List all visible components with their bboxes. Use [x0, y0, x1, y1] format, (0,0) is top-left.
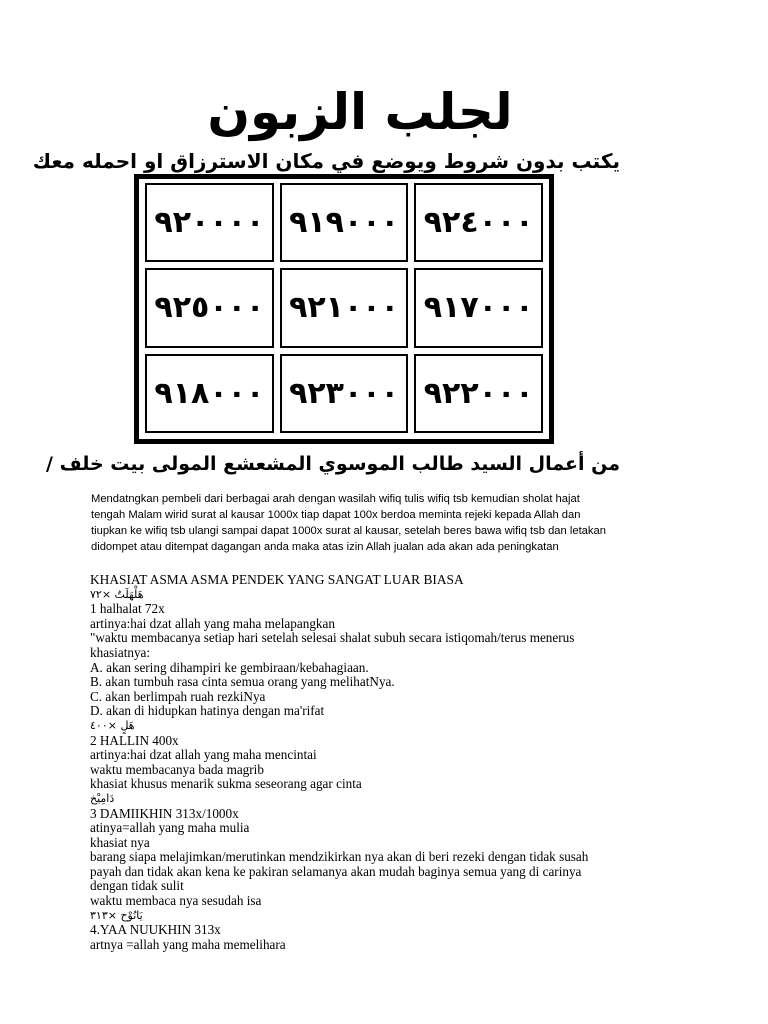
wifiq-grid-frame — [134, 174, 554, 444]
body-line: khasiat khusus menarik sukma seseorang agar cinta — [90, 776, 362, 792]
body-line: "waktu membacanya setiap hari setelah selesai shalat subuh secara istiqomah/terus menerus — [90, 630, 575, 646]
figure-subtitle: يكتب بدون شروط ويوضع في مكان الاسترزاق او احمله معك — [32, 149, 620, 173]
paragraph-line: tiupkan ke wifiq tsb ulangi sampai dapat 1000x surat al kausar, setelah beres bawa wifiq tsb dan letakan — [91, 525, 606, 537]
body-line: dengan tidak sulit — [90, 878, 184, 894]
paragraph-line: Mendatngkan pembeli dari berbagai arah dengan wasilah wifiq tulis wifiq tsb kemudian sholat hajat — [91, 493, 580, 505]
body-line: waktu membacanya bada magrib — [90, 761, 264, 777]
wifiq-grid — [145, 183, 543, 433]
body-line: 4.YAA NUUKHIN 313x — [90, 922, 221, 938]
grid-cell: ٩١٧٠٠٠ — [414, 268, 543, 347]
body-line: C. akan berlimpah ruah rezkiNya — [90, 688, 266, 704]
arabic-line: هَلْهَلَتٌ ×٧٢ — [90, 587, 144, 601]
body-line: B. akan tumbuh rasa cinta semua orang yang melihatNya. — [90, 674, 395, 690]
body-line: D. akan di hidupkan hatinya dengan ma'rifat — [90, 703, 325, 719]
section-heading: KHASIAT ASMA ASMA PENDEK YANG SANGAT LUAR BIASA — [90, 572, 464, 587]
grid-cell: ٩٢٢٠٠٠ — [414, 354, 543, 433]
grid-cell: ٩٢٥٠٠٠ — [145, 268, 274, 347]
figure-footer: من أعمال السيد طالب الموسوي المشعشع المولى بيت خلف / — [46, 453, 620, 475]
grid-cell: ٩١٨٠٠٠ — [145, 354, 274, 433]
arabic-line: هَلٍ ×٤٠٠ — [90, 718, 135, 732]
body-line: 1 halhalat 72x — [90, 601, 165, 617]
arabic-line: يَانُوْح ×٣١٣ — [90, 908, 143, 922]
body-line: waktu membaca nya sesudah isa — [90, 893, 262, 909]
asma-section — [90, 573, 710, 952]
grid-cell: ٩١٩٠٠٠ — [280, 183, 409, 262]
paragraph-line: didompet atau ditempat dagangan anda maka atas izin Allah jualan ada akan ada peningkatan — [91, 541, 559, 553]
wifiq-figure — [32, 80, 620, 480]
body-line: artinya:hai dzat allah yang maha melapangkan — [90, 615, 335, 631]
grid-cell: ٩٢٠٠٠٠ — [145, 183, 274, 262]
body-line: 3 DAMIIKHIN 313x/1000x — [90, 805, 239, 821]
body-line: 2 HALLIN 400x — [90, 732, 179, 748]
arabic-line: دَامِيْخ — [90, 791, 115, 805]
body-line: khasiat nya — [90, 834, 150, 850]
body-line: barang siapa melajimkan/merutinkan mendzikirkan nya akan di beri rezeki dengan tidak susah — [90, 849, 589, 865]
grid-cell: ٩٢٤٠٠٠ — [414, 183, 543, 262]
figure-title: لجلب الزبون — [207, 83, 513, 141]
intro-paragraph — [91, 491, 691, 555]
paragraph-line: tengah Malam wirid surat al kausar 1000x tiap dapat 100x berdoa meminta rejeki kepada Allah dan — [91, 509, 581, 521]
body-line: A. akan sering dihampiri ke gembiraan/kebahagiaan. — [90, 659, 369, 675]
body-line: atinya=allah yang maha mulia — [90, 820, 250, 836]
body-line: payah dan tidak akan kena ke pakiran selamanya akan mudah baginya semua yang di carinya — [90, 863, 582, 879]
grid-cell: ٩٢٣٠٠٠ — [280, 354, 409, 433]
grid-cell: ٩٢١٠٠٠ — [280, 268, 409, 347]
body-line: artnya =allah yang maha memelihara — [90, 936, 286, 952]
body-line: artinya:hai dzat allah yang maha mencintai — [90, 747, 317, 763]
body-line: khasiatnya: — [90, 644, 151, 660]
